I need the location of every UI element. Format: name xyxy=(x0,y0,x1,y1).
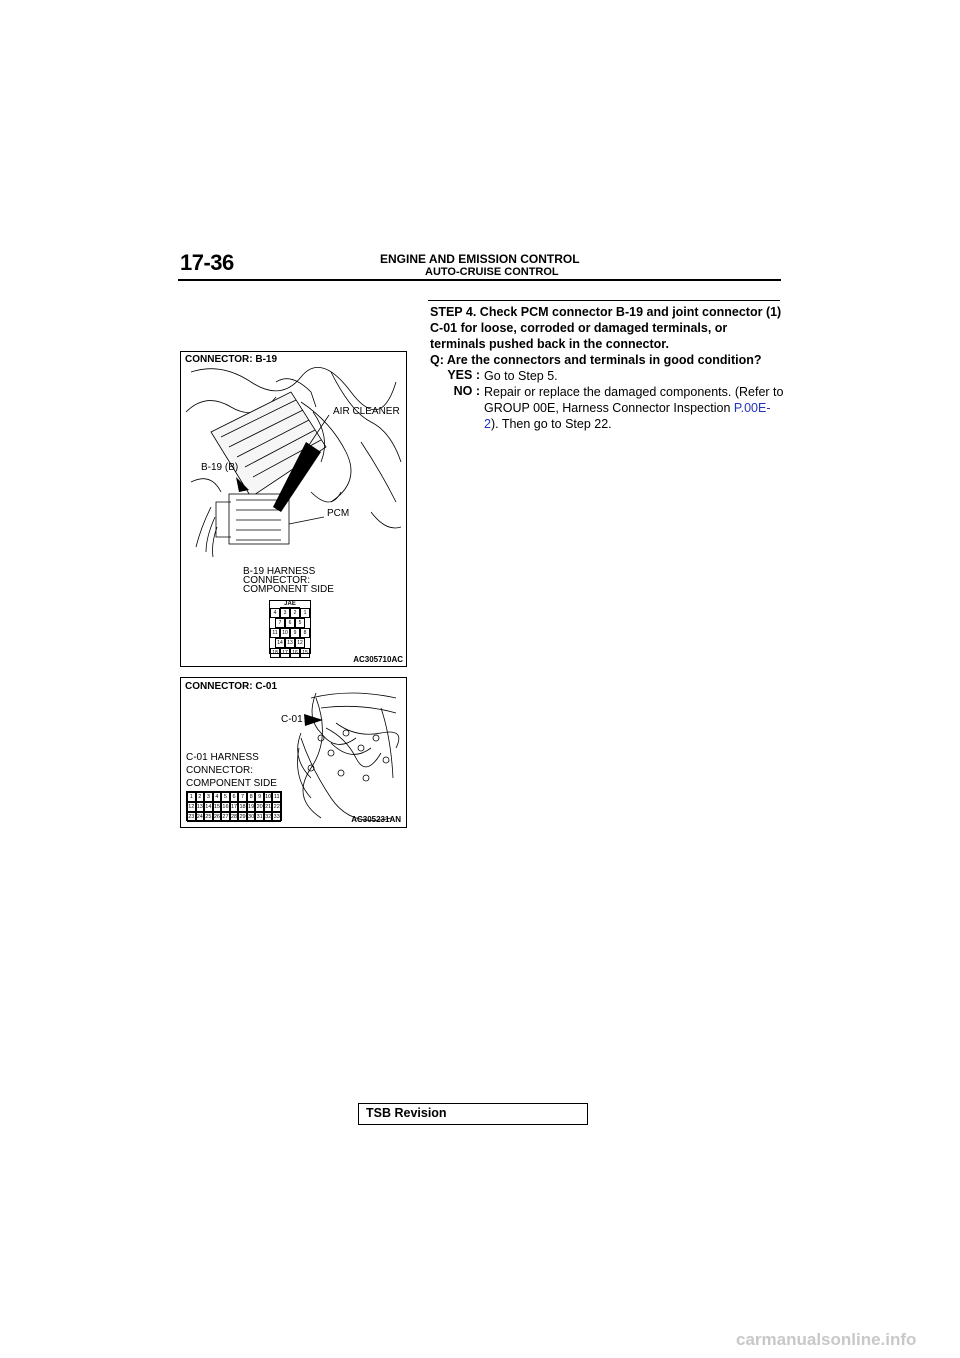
connector-pin: 32 xyxy=(265,814,272,820)
connector-pin: 25 xyxy=(205,814,212,820)
page-number: 17-36 xyxy=(180,250,234,275)
figure-connector-c01 xyxy=(180,677,407,828)
connector-pin: 19 xyxy=(248,804,255,810)
connector-pin: 7 xyxy=(238,792,247,802)
no-label: NO : xyxy=(453,384,480,398)
watermark: carmanualsonline.info xyxy=(736,1330,917,1349)
no-answer-text: Repair or replace the damaged components. (Refer to GROUP 00E, Harness Connector Inspection xyxy=(484,385,784,415)
connector-pin: 11 xyxy=(273,794,280,800)
connector-pin: 8 xyxy=(247,792,256,802)
pin-row xyxy=(270,618,310,628)
section-title: ENGINE AND EMISSION CONTROL xyxy=(380,252,580,266)
connector-pin: 13 xyxy=(196,804,203,810)
step-title: STEP 4. Check PCM connector B-19 and joint connector (1) C-01 for loose, corroded or damaged terminals, or terminals pushed back in the connector. xyxy=(430,305,782,351)
connector-pin: 33 xyxy=(273,814,280,820)
pin-row xyxy=(187,812,281,822)
connector-pin: 14 xyxy=(275,638,285,648)
yes-answer: Go to Step 5. xyxy=(484,369,558,383)
connector-pin: 13 xyxy=(285,638,295,648)
tsb-revision-label: TSB Revision xyxy=(366,1106,447,1120)
yes-label: YES : xyxy=(447,368,480,382)
harness-caption-line: B-19 HARNESS xyxy=(243,566,316,577)
connector-pin: 23 xyxy=(188,814,195,820)
harness-caption-line: C-01 HARNESS xyxy=(186,752,259,763)
connector-pin: 17 xyxy=(280,648,290,658)
page-link[interactable]: P.00E-2 xyxy=(484,401,771,431)
connector-pin: 30 xyxy=(248,814,255,820)
connector-pin: 24 xyxy=(196,814,203,820)
connector-pin: 7 xyxy=(275,618,285,628)
harness-caption-line: COMPONENT SIDE xyxy=(243,584,334,595)
step-divider xyxy=(428,300,780,301)
connector-pin: 11 xyxy=(270,628,280,638)
connector-pin: 3 xyxy=(280,608,290,618)
connector-pin: 8 xyxy=(300,628,310,638)
pin-grid xyxy=(270,608,310,658)
pin-row xyxy=(270,648,310,658)
connector-label: C-01 xyxy=(281,714,303,725)
connector-pin: 18 xyxy=(270,648,280,658)
harness-caption-line: COMPONENT SIDE xyxy=(186,778,277,789)
figure-title: CONNECTOR: C-01 xyxy=(185,681,278,692)
figure-connector-b19 xyxy=(180,351,407,667)
pin-grid xyxy=(187,792,281,822)
b19-connector-face xyxy=(269,600,311,654)
connector-pin: 5 xyxy=(295,618,305,628)
connector-pin: 21 xyxy=(265,804,272,810)
connector-pin: 2 xyxy=(290,608,300,618)
connector-pin: 3 xyxy=(204,792,213,802)
pin-row xyxy=(187,792,281,802)
connector-pin: 28 xyxy=(230,814,238,820)
connector-pin: 10 xyxy=(265,794,272,800)
connector-pin: 16 xyxy=(290,648,300,658)
header-divider xyxy=(178,279,781,281)
step-question: Q: Are the connectors and terminals in good condition? xyxy=(430,353,762,367)
c01-connector-face xyxy=(186,791,282,821)
connector-pin: 29 xyxy=(239,814,246,820)
harness-caption-line: CONNECTOR: xyxy=(186,765,254,776)
connector-pin: 4 xyxy=(270,608,280,618)
pin-row xyxy=(270,628,310,638)
connector-pin: 27 xyxy=(222,814,229,820)
connector-pin: 12 xyxy=(188,804,195,810)
connector-pin: 18 xyxy=(239,804,246,810)
connector-pin: 2 xyxy=(196,792,205,802)
connector-pin: 1 xyxy=(187,792,196,802)
connector-pin: 6 xyxy=(230,792,239,802)
connector-pin: 9 xyxy=(290,628,300,638)
figure-title: CONNECTOR: B-19 xyxy=(185,354,278,365)
connector-pin: 6 xyxy=(285,618,295,628)
pin-row xyxy=(187,802,281,812)
connector-pin: 10 xyxy=(280,628,290,638)
connector-pin: 16 xyxy=(222,804,229,810)
connector-label: B-19 (B) xyxy=(201,462,239,473)
section-subtitle: AUTO-CRUISE CONTROL xyxy=(425,266,559,278)
connector-pin: 1 xyxy=(300,608,310,618)
connector-tag: JAE xyxy=(280,601,300,608)
connector-pin: 15 xyxy=(300,648,310,658)
connector-pin: 4 xyxy=(213,792,222,802)
harness-caption xyxy=(243,567,334,594)
no-answer-text-end: ). Then go to Step 22. xyxy=(490,417,612,431)
pcm-label: PCM xyxy=(327,508,350,519)
harness-caption-line: CONNECTOR: xyxy=(243,575,311,586)
no-answer xyxy=(484,384,784,432)
connector-pin: 17 xyxy=(230,804,238,810)
connector-pin: 5 xyxy=(221,792,230,802)
connector-pin: 31 xyxy=(256,814,263,820)
pin-row xyxy=(270,638,310,648)
connector-pin: 9 xyxy=(255,792,264,802)
connector-pin: 12 xyxy=(295,638,305,648)
pin-row xyxy=(270,608,310,618)
air-cleaner-label: AIR CLEANER xyxy=(333,406,400,417)
connector-pin: 14 xyxy=(205,804,212,810)
connector-pin: 20 xyxy=(256,804,263,810)
harness-caption xyxy=(186,751,277,790)
figure-code: AC305710AC xyxy=(353,655,403,664)
connector-pin: 22 xyxy=(273,804,280,810)
connector-pin: 26 xyxy=(213,814,220,820)
connector-pin: 15 xyxy=(213,804,220,810)
figure-code: AC305231AN xyxy=(351,815,401,824)
